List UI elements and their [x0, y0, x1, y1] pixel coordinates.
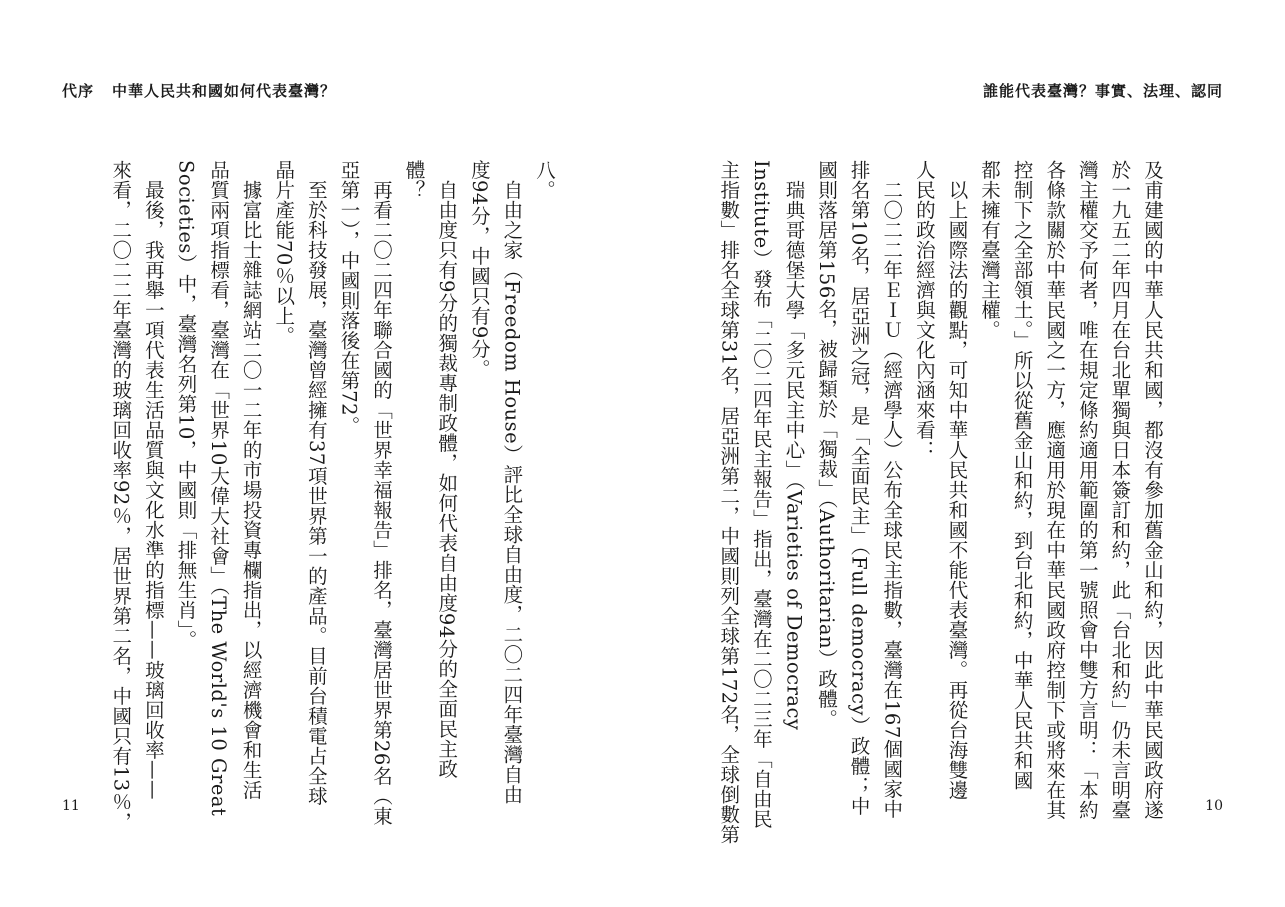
text-column: Institute）發布「二〇二四年民主報告」指出，臺灣在二〇二三年「自由民 — [749, 160, 773, 829]
left-page-body — [100, 160, 560, 832]
left-running-header — [62, 80, 336, 101]
text-column: 排名第10名，居亞洲之冠，是「全面民主」（Full democracy）政體；中 — [847, 160, 871, 816]
left-header-prefix: 代序 — [62, 82, 95, 100]
text-column: 據富比士雜誌網站二〇一二年的市場投資專欄指出，以經濟機會和生活 — [239, 179, 263, 800]
text-column: 以上國際法的觀點，可知中華人民共和國不能代表臺灣。再從台海雙邊 — [945, 179, 969, 800]
text-column: 各條款關於中華民國之一方，應適用於現在中華民國政府控制下或將來在其 — [1043, 160, 1067, 820]
text-column: 於一九五二年四月在台北單獨與日本簽訂和約，此「台北和約」仍未言明臺 — [1108, 160, 1132, 820]
text-column: 度94分，中國只有9分。 — [467, 160, 491, 379]
text-column: 主指數」排名全球第31名，居亞洲第二，中國則列全球第172名，全球倒數第 — [717, 160, 741, 845]
right-page-number: 10 — [1205, 798, 1223, 814]
text-column: 來看，二〇二二年臺灣的玻璃回收率92％，居世界第二名，中國只有13％， — [109, 160, 133, 832]
text-column: 至於科技發展，臺灣曾經擁有37項世界第一的產品。目前台積電占全球 — [304, 179, 328, 806]
text-column: 國則落居第156名，被歸類於「獨裁」（Authoritarian）政體。 — [815, 160, 839, 730]
text-column: 品質兩項指標看，臺灣在「世界10大偉大社會」（The World's 10 Great — [207, 160, 231, 817]
text-column: 自由之家（Freedom House）評比全球自由度，二〇二四年臺灣自由 — [500, 179, 524, 804]
left-page-number: 11 — [62, 798, 80, 814]
text-column: 八。 — [533, 160, 556, 200]
text-column: 灣主權交予何者，唯在規定條約適用範圍的第一號照會中雙方言明：「本約 — [1075, 160, 1099, 820]
text-column: 人民的政治經濟與文化內涵來看： — [912, 160, 936, 460]
text-column: Societies）中，臺灣名列第10，中國則「排無生肖」。 — [174, 160, 198, 650]
text-column: 再看二〇二四年聯合國的「世界幸福報告」排名，臺灣居世界第26名（東 — [370, 179, 394, 826]
text-column: 控制下之全部領土。」所以從舊金山和約，到台北和約，中華人民共和國 — [1010, 160, 1034, 791]
left-header-title: 中華人民共和國如何代表臺灣？ — [112, 82, 337, 100]
text-column: 晶片產能70％以上。 — [272, 160, 296, 346]
right-running-header: 誰能代表臺灣？事實、法理、認同 — [982, 82, 1223, 100]
text-column: 最後，我再舉一項代表生活品質與文化水準的指標——玻璃回收率—— — [141, 179, 165, 800]
text-column: 都未擁有臺灣主權。 — [978, 160, 1002, 340]
right-page-body — [717, 160, 1168, 845]
text-column: 體？ — [402, 160, 426, 200]
text-column: 亞第一），中國則落後在第72。 — [337, 160, 361, 437]
text-column: 自由度只有9分的獨裁專制政體，如何代表自由度94分的全面民主政 — [435, 179, 459, 779]
text-column: 二〇二二年ＥＩＵ（經濟學人）公布全球民主指數，臺灣在167個國家中 — [880, 179, 904, 819]
text-column: 瑞典哥德堡大學「多元民主中心」（Varieties of Democracy — [782, 179, 806, 730]
text-column: 及甫建國的中華人民共和國，都沒有參加舊金山和約，因此中華民國政府遂 — [1141, 160, 1164, 820]
